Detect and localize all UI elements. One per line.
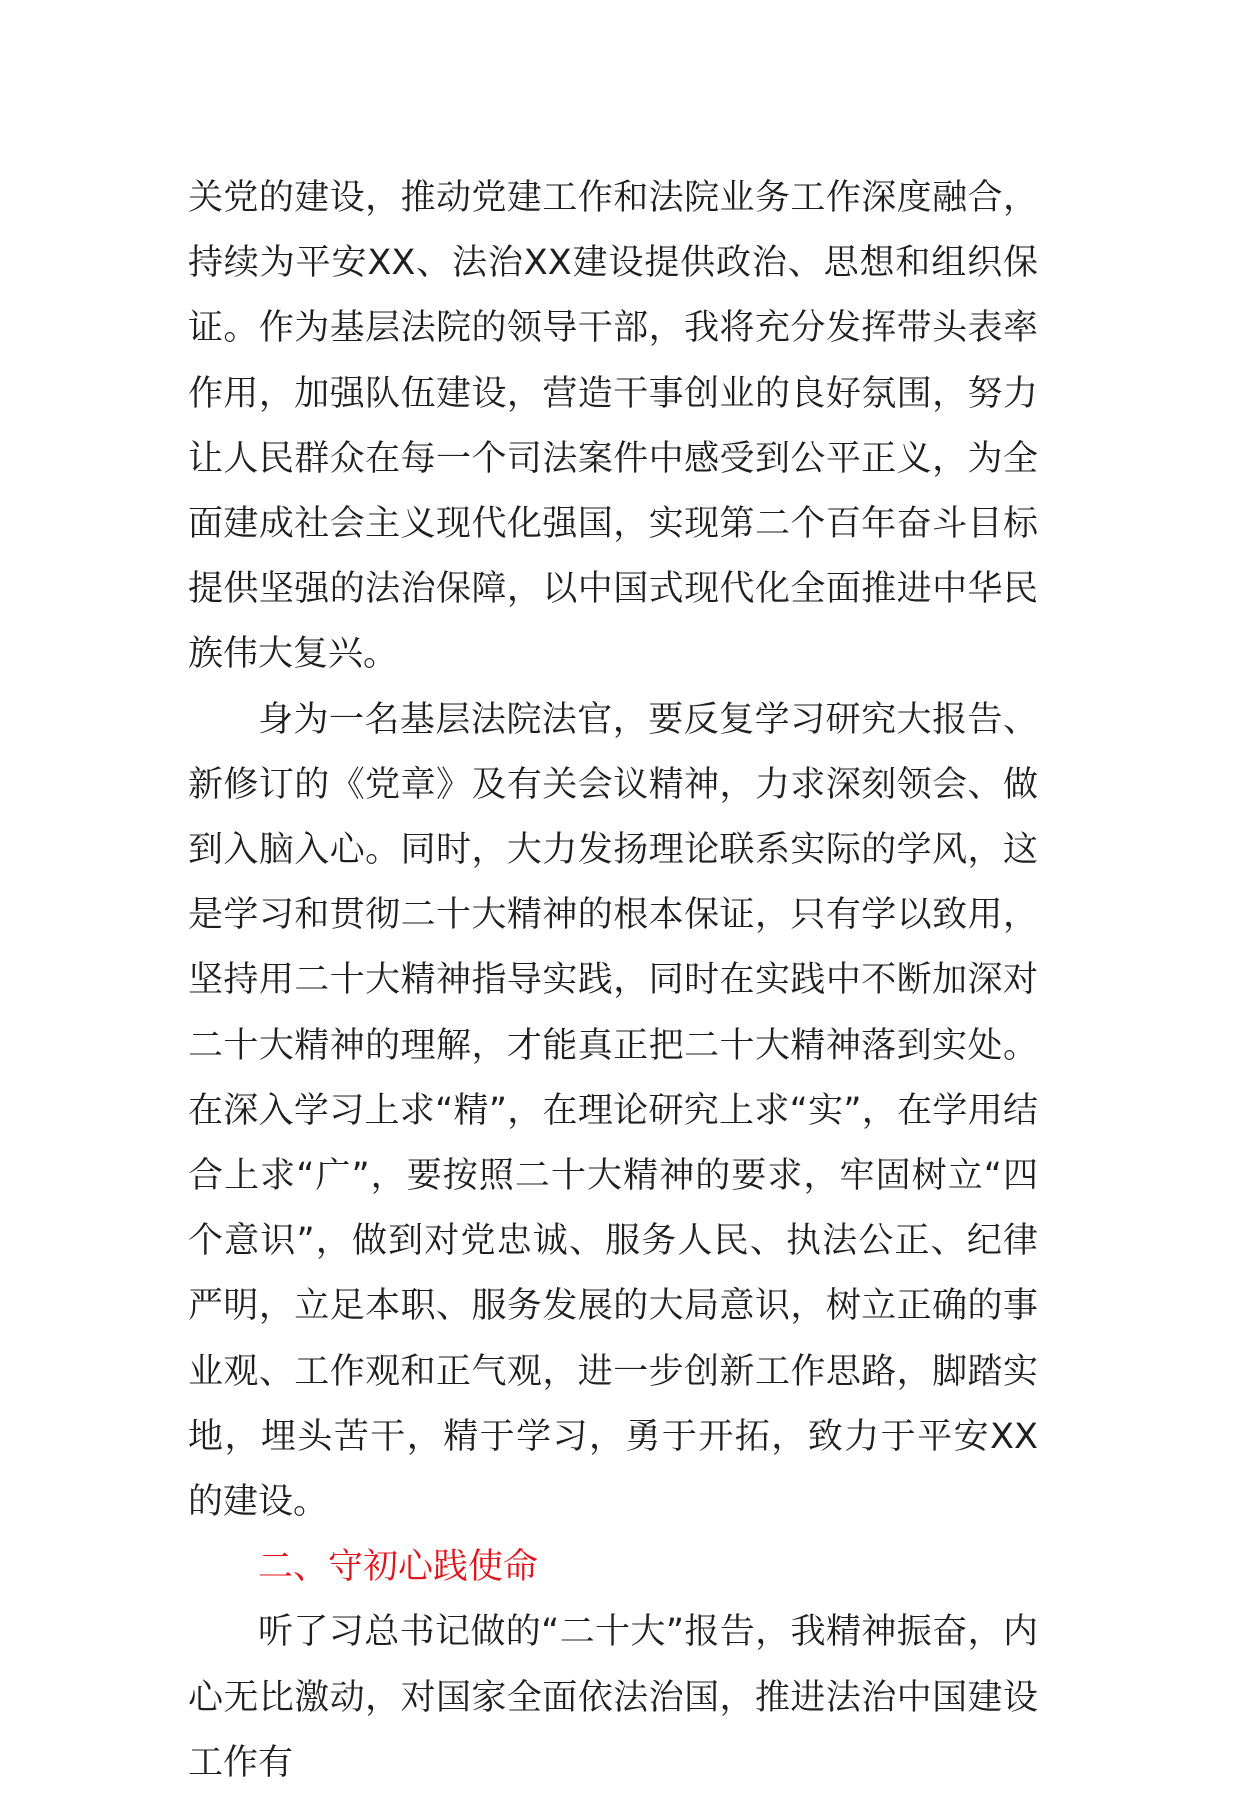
paragraph-study-spirit: 身为一名基层法院法官，要反复学习研究大报告、新修订的《党章》及有关会议精神，力求深刻领会、做到入脑入心。同时，大力发扬理论联系实际的学风，这是学习和贯彻二十大精神的根本保证，只有学以致用，坚持用二十大精神指导实践，同时在实践中不断加深对二十大精神的理解，才能真正把二十大精神落到实处。在深入学习上求“精”，在理论研究上求“实”，在学用结合上求“广”，要按照二十大精神的要求，牢固树立“四个意识”，做到对党忠诚、服务人民、执法公正、纪律严明，立足本职、服务发展的大局意识，树立正确的事业观、工作观和正气观，进一步创新工作思路，脚踏实地，埋头苦干，精于学习，勇于开拓，致力于平安XX的建设。 (188, 699, 1038, 1523)
paragraph-report-feelings: 听了习总书记做的“二十大”报告，我精神振奋，内心无比激动，对国家全面依法治国，推进法治中国建设工作有 (188, 1612, 1038, 1783)
section-heading: 二、守初心践使命 (258, 1547, 539, 1588)
paragraph-continuation: 关党的建设，推动党建工作和法院业务工作深度融合，持续为平安XX、法治XX建设提供政治、思想和组织保证。作为基层法院的领导干部，我将充分发挥带头表率作用，加强队伍建设，营造干事创业的良好氛围，努力让人民群众在每一个司法案件中感受到公平正义，为全面建成社会主义现代化强国，实现第二个百年奋斗目标提供坚强的法治保障，以中国式现代化全面推进中华民族伟大复兴。 (188, 178, 1038, 675)
document-body (188, 166, 1038, 1796)
